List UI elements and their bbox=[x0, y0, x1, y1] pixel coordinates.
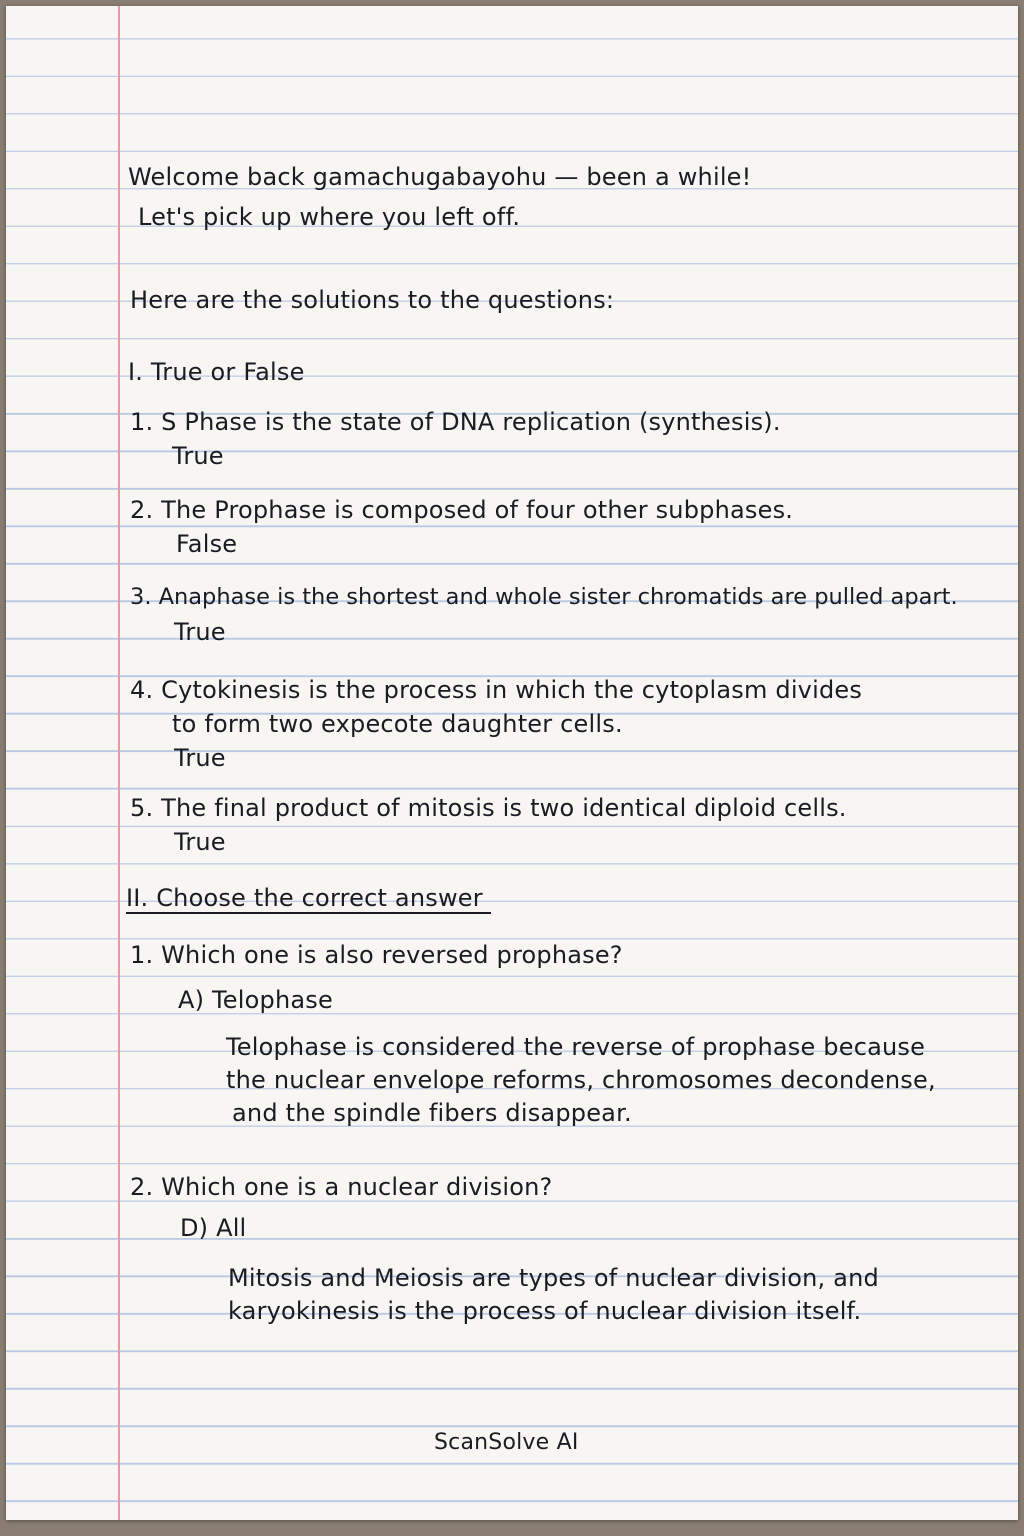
mc-explanation-1-line-3: and the spindle fibers disappear. bbox=[232, 1099, 632, 1127]
tf-answer-1: True bbox=[172, 442, 224, 470]
tf-answer-2: False bbox=[176, 530, 238, 558]
mc-explanation-2-line-1: Mitosis and Meiosis are types of nuclear division, and bbox=[228, 1264, 879, 1292]
tf-answer-5: True bbox=[174, 828, 226, 856]
tf-answer-3: True bbox=[174, 618, 226, 646]
intro-text: Here are the solutions to the questions: bbox=[130, 286, 615, 314]
mc-explanation-1-line-1: Telophase is considered the reverse of prophase because bbox=[226, 1033, 926, 1061]
section-2-title: II. Choose the correct answer bbox=[126, 884, 491, 914]
tf-question-4-line-2: to form two expecote daughter cells. bbox=[172, 710, 623, 738]
tf-question-4: 4. Cytokinesis is the process in which the cytoplasm divides bbox=[130, 676, 863, 704]
tf-question-1: 1. S Phase is the state of DNA replication (synthesis). bbox=[130, 408, 781, 436]
brand-footer: ScanSolve AI bbox=[434, 1430, 579, 1455]
mc-answer-2: D) All bbox=[180, 1214, 247, 1242]
tf-question-5: 5. The final product of mitosis is two identical diploid cells. bbox=[130, 794, 847, 822]
margin-line bbox=[118, 6, 120, 1520]
tf-answer-4: True bbox=[174, 744, 226, 772]
greeting-line-1: Welcome back gamachugabayohu — been a while! bbox=[128, 163, 752, 191]
mc-question-1: 1. Which one is also reversed prophase? bbox=[130, 941, 623, 969]
mc-answer-1: A) Telophase bbox=[178, 986, 333, 1014]
mc-question-2: 2. Which one is a nuclear division? bbox=[130, 1173, 553, 1201]
greeting-line-2: Let's pick up where you left off. bbox=[138, 203, 521, 231]
mc-explanation-2-line-2: karyokinesis is the process of nuclear division itself. bbox=[228, 1297, 862, 1325]
tf-question-2: 2. The Prophase is composed of four other subphases. bbox=[130, 496, 794, 524]
mc-explanation-1-line-2: the nuclear envelope reforms, chromosomes decondense, bbox=[226, 1066, 936, 1094]
notebook-paper bbox=[6, 6, 1018, 1520]
tf-question-3: 3. Anaphase is the shortest and whole sister chromatids are pulled apart. bbox=[130, 584, 958, 610]
section-1-title: I. True or False bbox=[128, 358, 305, 386]
